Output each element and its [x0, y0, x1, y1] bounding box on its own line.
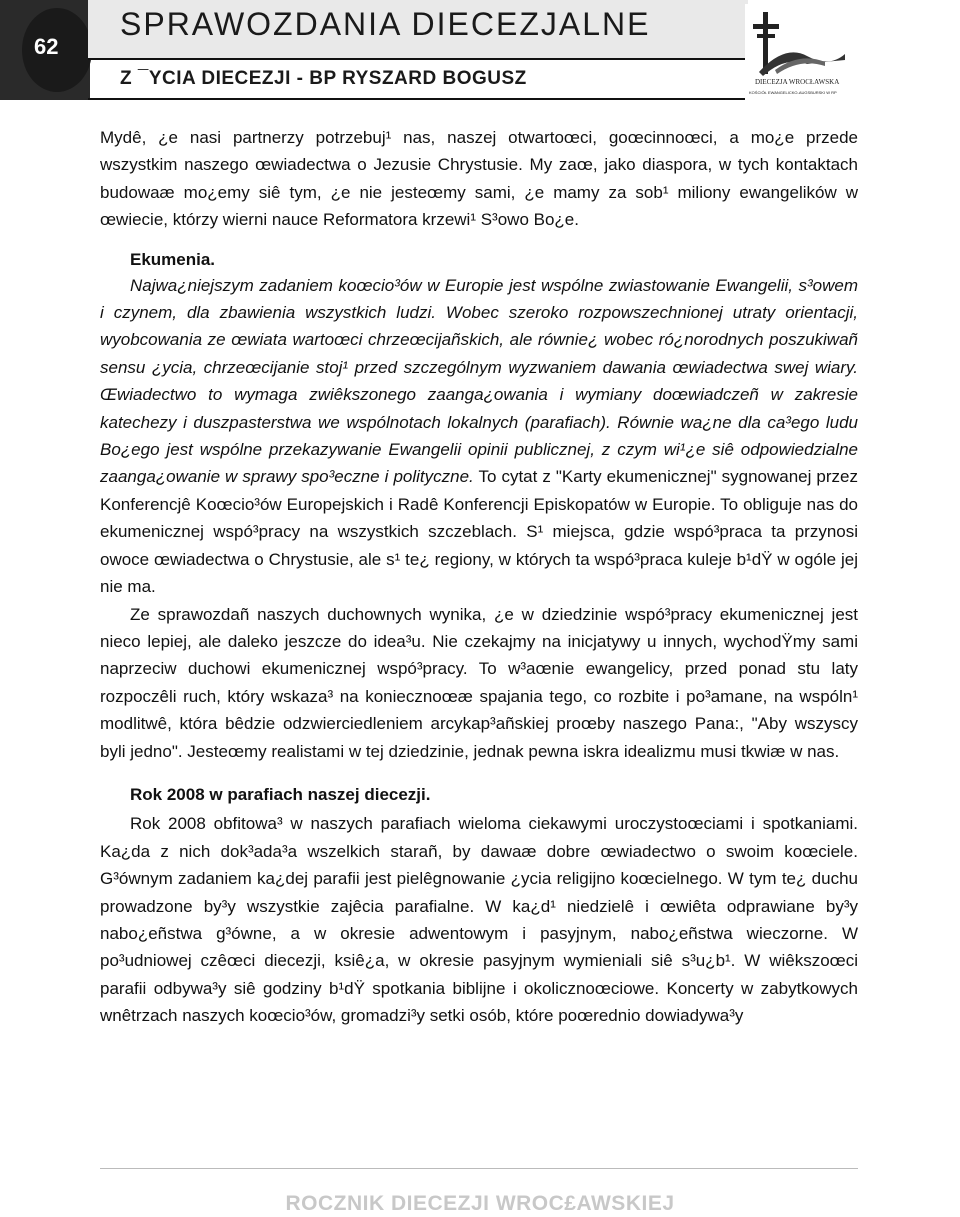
charter-quote: Najwa¿niejszym zadaniem koœcio³ów w Europie jest wspólne zwiastowanie Ewangelii, s³owem i czynem, dla zbawienia wszystkich ludzi. Wobec szeroko rozpowszechnionej utraty orientacji, wyobcowania ze œwiata wartoœci chrzeœcijañskich, ale równie¿ wobec ró¿norodnych poszukiwañ sensu ¿ycia, chrzeœcijanie stoj¹ przed szczególnym wyzwaniem dawania œwiadectwa swej wiary. Œwiadectwo to wymaga zwiêkszonego zaanga¿owania i wymiany doœwiadczeñ w zakresie katechezy i duszpasterstwa we wspólnotach lokalnych (parafiach). Równie wa¿ne dla ca³ego ludu Bo¿ego jest wspólne przekazywanie Ewangelii opinii publicznej, z czym wi¹¿e siê odpowiedzialne zaanga¿owanie w sprawy spo³eczne i polityczne. [100, 275, 858, 487]
section-title: SPRAWOZDANIA DIECEZJALNE [120, 6, 651, 42]
heading-rok-2008: Rok 2008 w parafiach naszej diecezji. [130, 784, 431, 804]
diocese-logo [745, 4, 850, 100]
footer-title: ROCZNIK DIECEZJI WROC£AWSKIEJ [285, 1192, 675, 1215]
paragraph-4: Rok 2008 obfitowa³ w naszych parafiach wieloma ciekawymi uroczystoœciami i spotkaniami. Ka¿da z nich dok³ada³a wszelkich starañ, by dawaæ dobre œwiadectwo o swoim koœciele. G³ównym zadaniem ka¿dej parafii jest pielêgnowanie ¿ycia religijno koœcielnego. W tym te¿ duchu prowadzone by³y wszystkie zajêcia parafialne. W ka¿d¹ niedzielê i œwiêta odprawiane by³y nabo¿eñstwa g³ówne, a w okresie adwentowym i pasyjnym, nabo¿eñstwa wieczorne. W po³udniowej czêœci diecezji, ksiê¿a, w okresie pasyjnym wymieniali siê s³u¿b¹. W wiêkszoœci parafii odbywa³y siê godziny b¹dŸ spotkania biblijne i okolicznoœciowe. Koncerty w zabytkowych wnêtrzach naszych koœcio³ów, gromadzi³y setki osób, które poœrednio dowiadywa³y [100, 814, 858, 1026]
logo-line1: DIECEZJA WROCŁAWSKA [755, 78, 840, 86]
page-number: 62 [34, 34, 59, 59]
paragraph-1: Mydê, ¿e nasi partnerzy potrzebuj¹ nas, naszej otwartoœci, goœcinnoœci, a mo¿e przede wszystkim naszego œwiadectwa o Jezusie Chrystusie. My zaœ, jako diaspora, w tych kontaktach budowaæ mo¿emy siê tym, ¿e nie jesteœmy sami, ¿e mamy za sob¹ miliony ewangelików w œwiecie, którzy wierni nauce Reformatora krzewi¹ S³owo Bo¿e. [100, 128, 858, 230]
heading-ekumenia: Ekumenia. [130, 249, 216, 269]
page-number-tab [0, 0, 90, 100]
paragraph-2-commentary: To cytat z "Karty ekumenicznej" sygnowanej przez Konferencjê Koœcio³ów Europejskich i Radê Konferencji Episkopatów w Europie. To obliguje nas do ekumenicznej wspó³pracy na wszystkich szczeblach. S¹ miejsca, gdzie wspó³praca ta przynosi owoce œwiadectwa o Chrystusie, ale s¹ te¿ regiony, w których ta wspó³praca kuleje b¹dŸ w ogóle jej nie ma. [100, 467, 858, 597]
page-header [88, 0, 748, 100]
cross-wave-logo-icon [745, 4, 850, 100]
logo-line2: KOŚCIÓŁ EWANGELICKO-AUGSBURSKI W RP [749, 90, 837, 95]
paragraph-3: Ze sprawozdañ naszych duchownych wynika, ¿e w dziedzinie wspó³pracy ekumenicznej jest nieco lepiej, ale daleko jeszcze do idea³u. Nie czekajmy na inicjatywy u innych, wychodŸmy sami naprzeciw duchowi ekumenicznej wspó³pracy. To w³aœnie ewangelicy, przed ponad stu laty rozpoczêli ruch, który wskaza³ na koniecznoœæ spajania tego, co rozbite i po³amane, na wspóln¹ modlitwê, która bêdzie odzwierciedleniem arcykap³añskiej proœby naszego Pana:, "Aby wszyscy byli jedno". Jesteœmy realistami w tej dziedzinie, jednak pewna iskra idealizmu musi tkwiæ w nas. [100, 604, 858, 761]
article-body [100, 124, 858, 1030]
section-subtitle: Z ¯YCIA DIECEZJI - BP RYSZARD BOGUSZ [120, 68, 527, 89]
footer-divider [100, 1168, 858, 1169]
paragraph-2 [100, 272, 858, 601]
